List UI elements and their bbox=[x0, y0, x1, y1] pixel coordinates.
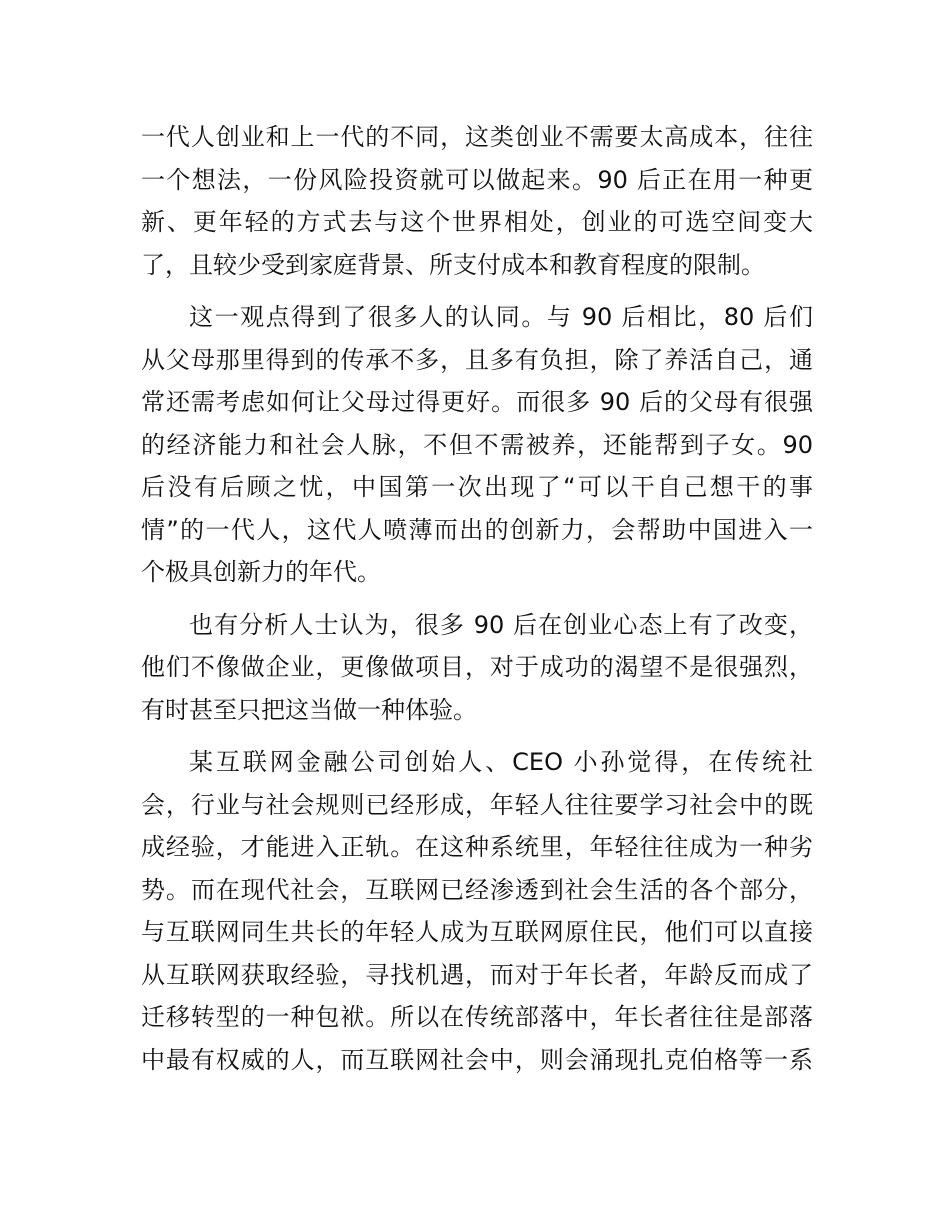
text-line: 情”的一代人，这代人喷薄而出的创新力，会帮助中国进入一 bbox=[141, 515, 813, 544]
text-line: 势。而在现代社会，互联网已经渗透到社会生活的各个部分， bbox=[141, 875, 813, 904]
paragraph-2 bbox=[141, 296, 813, 594]
text-line: 迁移转型的一种包袱。所以在传统部落中，年长者往往是部落 bbox=[141, 1003, 813, 1031]
text-line: 与互联网同生共长的年轻人成为互联网原住民，他们可以直接 bbox=[141, 918, 813, 946]
text-line: 他们不像做企业，更像做项目，对于成功的渴望不是很强烈， bbox=[141, 653, 813, 681]
paragraph-4 bbox=[141, 741, 813, 1081]
text-line: 一代人创业和上一代的不同，这类创业不需要太高成本，往往 bbox=[141, 123, 813, 151]
text-line: 从互联网获取经验，寻找机遇，而对于年长者，年龄反而成了 bbox=[141, 960, 813, 989]
text-line: 个极具创新力的年代。 bbox=[141, 558, 381, 586]
text-line: 常还需考虑如何让父母过得更好。而很多 90 后的父母有很强 bbox=[141, 388, 813, 416]
text-line: 也有分析人士认为，很多 90 后在创业心态上有了改变， bbox=[189, 610, 813, 639]
text-line: 了，且较少受到家庭背景、所支付成本和教育程度的限制。 bbox=[141, 250, 765, 279]
paragraph-3 bbox=[141, 604, 813, 732]
text-line: 从父母那里得到的传承不多，且多有负担，除了养活自己，通 bbox=[141, 345, 813, 374]
body-text bbox=[141, 116, 813, 1091]
text-line: 的经济能力和社会人脉，不但不需被养，还能帮到子女。90 bbox=[141, 430, 813, 459]
text-line: 这一观点得到了很多人的认同。与 90 后相比，80 后们 bbox=[189, 303, 813, 331]
text-line: 新、更年轻的方式去与这个世界相处，创业的可选空间变大 bbox=[141, 208, 813, 236]
text-line: 有时甚至只把这当做一种体验。 bbox=[141, 695, 477, 724]
text-line: 一个想法，一份风险投资就可以做起来。90 后正在用一种更 bbox=[141, 165, 813, 194]
text-line: 某互联网金融公司创始人、CEO 小孙觉得，在传统社 bbox=[189, 748, 813, 776]
text-line: 后没有后顾之忧，中国第一次出现了“可以干自己想干的事 bbox=[141, 473, 813, 501]
text-line: 成经验，才能进入正轨。在这种系统里，年轻往往成为一种劣 bbox=[141, 833, 813, 861]
text-line: 中最有权威的人，而互联网社会中，则会涌现扎克伯格等一系 bbox=[141, 1045, 813, 1074]
text-line: 会，行业与社会规则已经形成，年轻人往往要学习社会中的既 bbox=[141, 790, 813, 819]
paragraph-1 bbox=[141, 116, 813, 286]
